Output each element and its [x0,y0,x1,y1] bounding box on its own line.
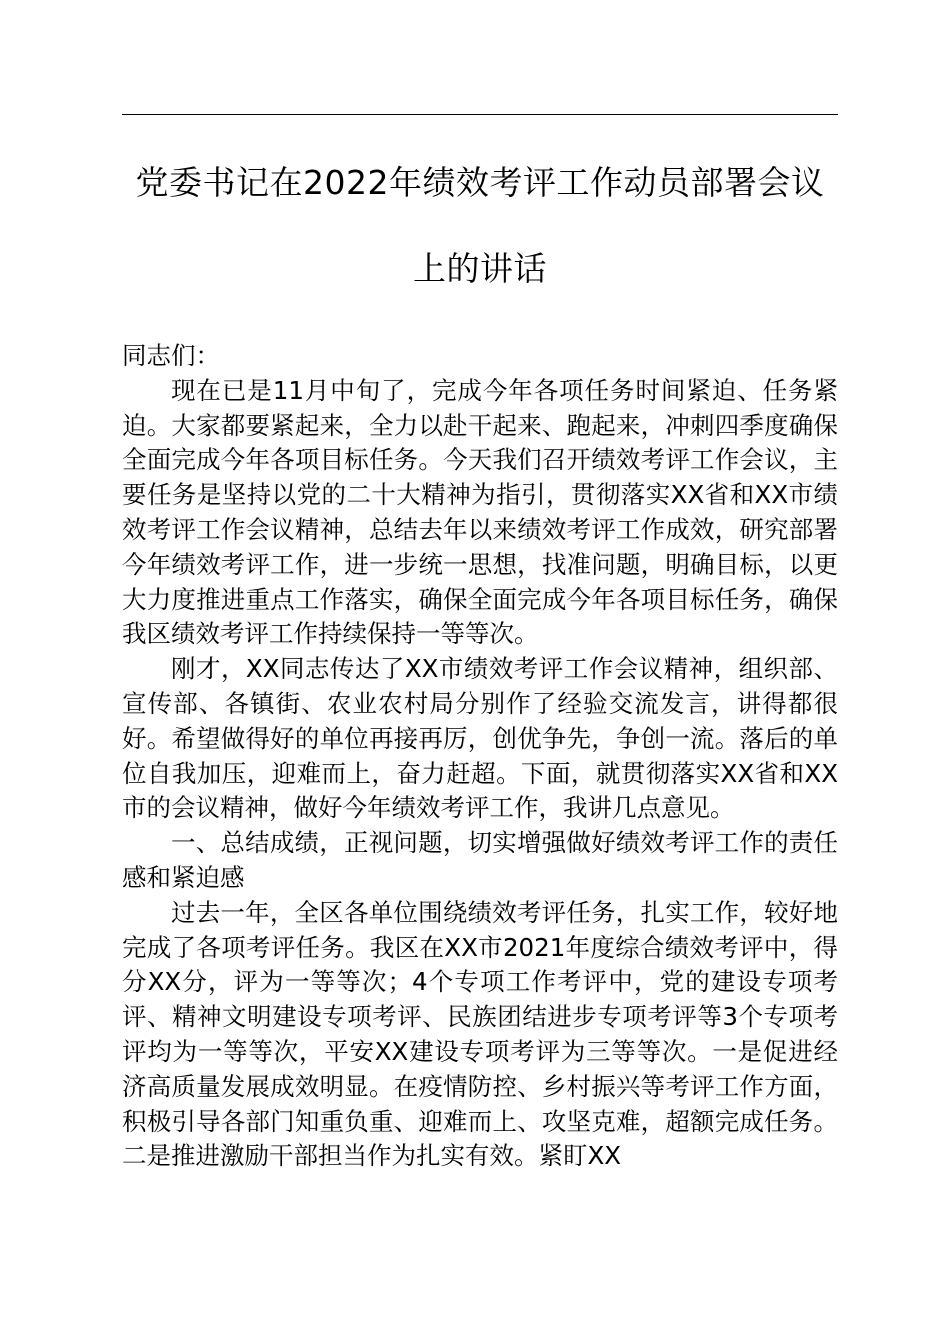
header-rule [122,114,838,115]
document-body [122,339,838,1174]
document-title: 党委书记在2022年绩效考评工作动员部署会议上的讲话 [135,163,825,288]
paragraph-intro: 现在已是11月中旬了，完成今年各项任务时间紧迫、任务紧迫。大家都要紧起来，全力以赴干起来、跑起来，冲刺四季度确保全面完成今年各项目标任务。今天我们召开绩效考评工作会议，主要任务是坚持以党的二十大精神为指引，贯彻落实XX省和XX市绩效考评工作会议精神，总结去年以来绩效考评工作成效，研究部署今年绩效考评工作，进一步统一思想，找准问题，明确目标，以更大力度推进重点工作落实，确保全面完成今年各项目标任务，确保我区绩效考评工作持续保持一等等次。 [122,375,838,649]
paragraph-review: 刚才，XX同志传达了XX市绩效考评工作会议精神，组织部、宣传部、各镇街、农业农村局分别作了经验交流发言，讲得都很好。希望做得好的单位再接再厉，创优争先，争创一流。落后的单位自我加压，迎难而上，奋力赶超。下面，就贯彻落实XX省和XX市的会议精神，做好今年绩效考评工作，我讲几点意见。 [122,654,838,823]
salutation: 同志们： [122,341,220,370]
section-heading-1: 一、总结成绩，正视问题，切实增强做好绩效考评工作的责任感和紧迫感 [122,828,838,892]
paragraph-achievements: 过去一年，全区各单位围绕绩效考评任务，扎实工作，较好地完成了各项考评任务。我区在XX市2021年度综合绩效考评中，得分XX分，评为一等等次；4个专项工作考评中，党的建设专项考评、精神文明建设专项考评、民族团结进步专项考评等3个专项考评均为一等等次，平安XX建设专项考评为三等等次。一是促进经济高质量发展成效明显。在疫情防控、乡村振兴等考评工作方面，积极引导各部门知重负重、迎难而上、攻坚克难，超额完成任务。二是推进激励干部担当作为扎实有效。紧盯XX [122,897,838,1171]
